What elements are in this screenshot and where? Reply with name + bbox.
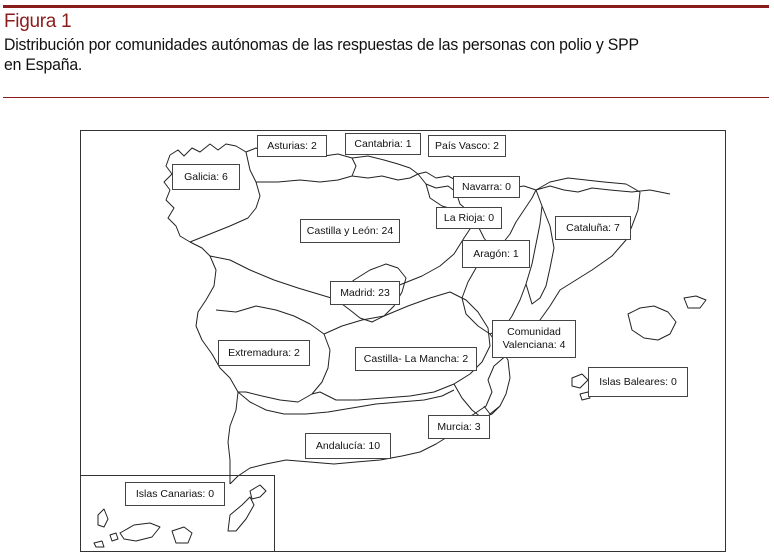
top-rule	[3, 5, 769, 8]
label-islas-baleares: Islas Baleares: 0	[588, 367, 688, 397]
label-cantabria: Cantabria: 1	[345, 133, 421, 155]
border-castilla-la-mancha	[312, 292, 490, 400]
label-islas-canarias: Islas Canarias: 0	[125, 482, 225, 506]
figure-label: Figura 1	[4, 11, 72, 32]
caption-separator	[3, 97, 769, 98]
label-comunidad-valenciana: Comunidad Valenciana: 4	[492, 320, 576, 358]
label-cataluna: Cataluña: 7	[555, 216, 631, 240]
label-galicia: Galicia: 6	[172, 164, 240, 190]
island-mallorca	[628, 306, 676, 340]
label-navarra: Navarra: 0	[453, 176, 520, 198]
label-extremadura: Extremadura: 2	[218, 340, 310, 366]
label-castilla-leon: Castilla y León: 24	[300, 219, 400, 243]
label-andalucia: Andalucía: 10	[305, 433, 391, 459]
label-madrid: Madrid: 23	[330, 281, 400, 305]
label-murcia: Murcia: 3	[428, 415, 490, 439]
border-murcia	[454, 384, 500, 418]
figure-caption: Distribución por comunidades autónomas de las respuestas de las personas con polio y SPP en España.	[4, 35, 639, 74]
border-cantabria	[352, 174, 418, 180]
label-aragon: Aragón: 1	[462, 240, 530, 268]
label-asturias: Asturias: 2	[257, 135, 327, 157]
france-border	[536, 178, 640, 192]
island-ibiza	[572, 374, 588, 388]
border-asturias	[256, 158, 356, 182]
label-castilla-la-mancha: Castilla- La Mancha: 2	[355, 347, 477, 371]
island-menorca	[684, 296, 706, 308]
label-la-rioja: La Rioja: 0	[436, 207, 502, 229]
label-pais-vasco: País Vasco: 2	[428, 135, 506, 157]
